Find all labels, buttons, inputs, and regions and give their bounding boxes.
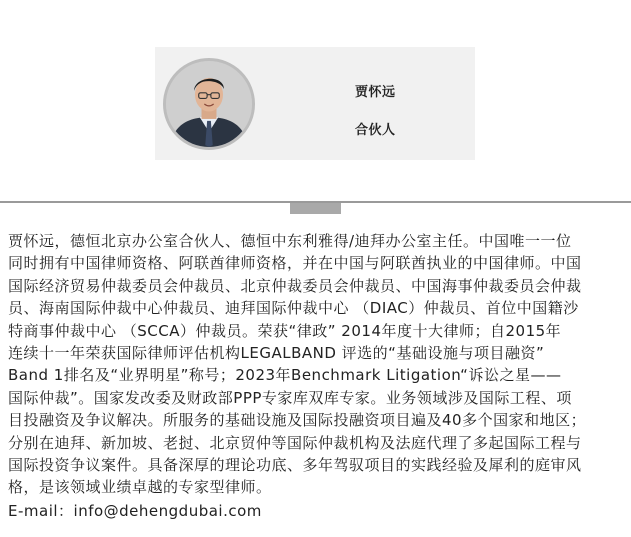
email-line[interactable]: E-mail：info@dehengdubai.com (8, 502, 262, 520)
bio-line: 国际投资争议案件。具备深厚的理论功底、多年驾驭项目的实践经验及犀利的庭审风 (8, 456, 582, 475)
bio-line: 格，是该领域业绩卓越的专家型律师。 (8, 478, 272, 497)
profile-card (155, 47, 475, 160)
bio-line: 连续十一年荣获国际律师评估机构LEGALBAND 评选的“基础设施与项目融资” (8, 344, 545, 363)
bio-line: 同时拥有中国律师资格、阿联酋律师资格，并在中国与阿联酋执业的中国律师。中国 (8, 254, 582, 273)
bio-line: 目投融资及争议解决。所服务的基础设施及国际投融资项目遍及40多个国家和地区； (8, 411, 587, 430)
avatar (163, 58, 255, 150)
bio-line: 国际仲裁”。国家发改委及财政部PPP专家库双库专家。业务领域涉及国际工程、项 (8, 388, 572, 407)
bio-paragraph (8, 230, 630, 499)
bio-line: 国际经济贸易仲裁委员会仲裁员、北京仲裁委员会仲裁员、中国海事仲裁委员会仲裁 (8, 276, 582, 295)
person-name: 贾怀远 (355, 85, 396, 100)
person-portrait-icon (166, 61, 252, 147)
bio-line: 分别在迪拜、新加坡、老挝、北京贸仲等国际仲裁机构及法庭代理了多起国际工程与 (8, 433, 582, 452)
bio-line: Band 1排名及“业界明星”称号；2023年Benchmark Litigation“诉讼之星—— (8, 366, 562, 385)
bio-line: 贾怀远，德恒北京办公室合伙人、德恒中东利雅得/迪拜办公室主任。中国唯一一位 (8, 232, 572, 250)
bio-line: 员、海南国际仲裁中心仲裁员、迪拜国际仲裁中心 （DIAC）仲裁员、首位中国籍沙 (8, 299, 579, 318)
divider-tab (290, 203, 341, 214)
bio-line: 特商事仲裁中心 （SCCA）仲裁员。荣获“律政” 2014年度十大律师；自2015年 (8, 321, 562, 340)
person-title: 合伙人 (355, 123, 396, 138)
